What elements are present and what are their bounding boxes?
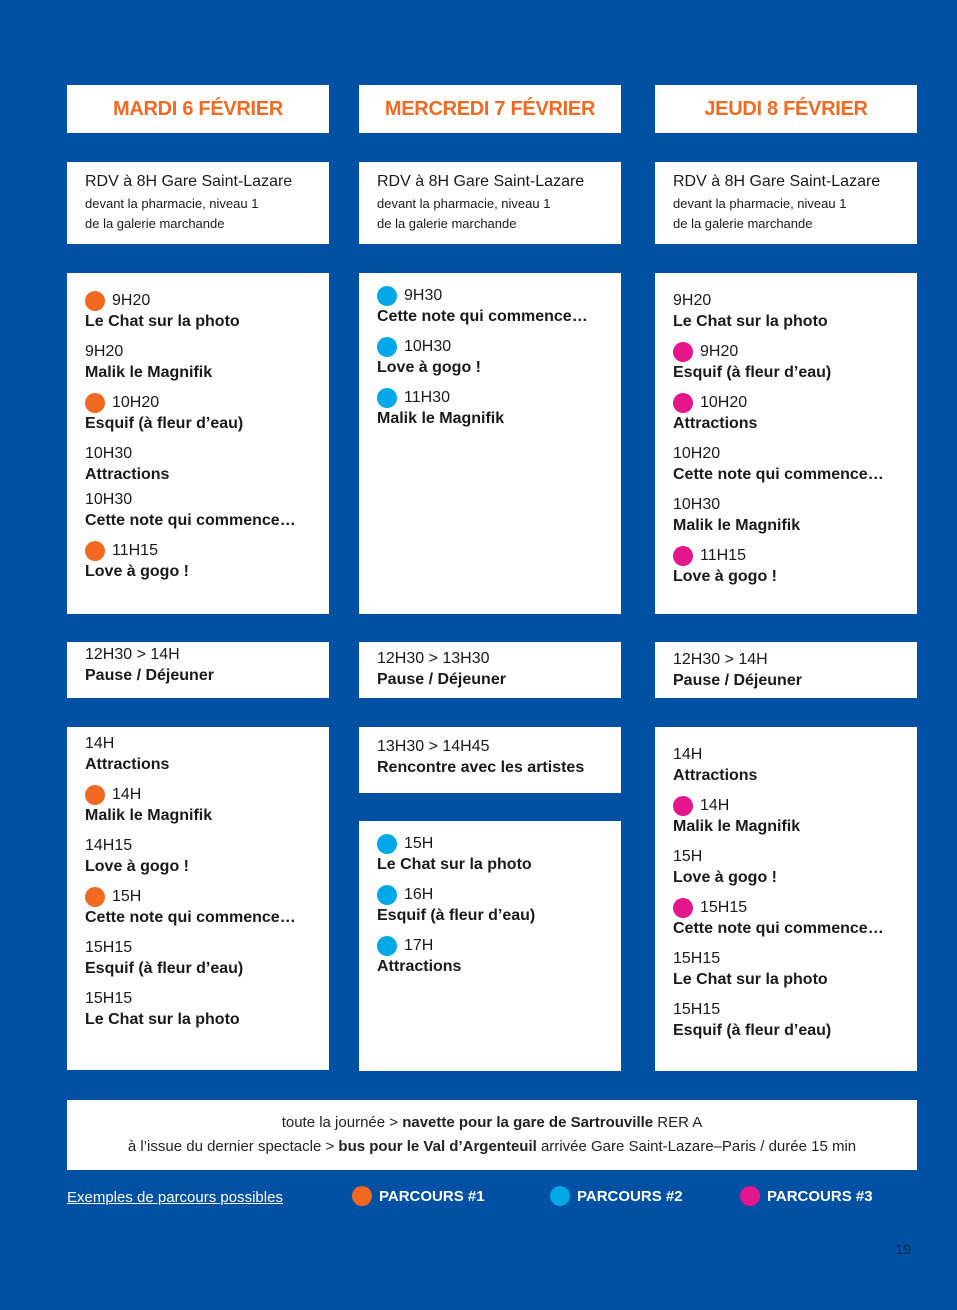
entry-time: 15H15 <box>85 939 133 956</box>
rdv-line-2: de la galerie marchande <box>85 216 225 231</box>
entry-title: Love à gogo ! <box>85 858 189 875</box>
entry-title: Cette note qui commence… <box>85 512 296 529</box>
entry-time: 14H <box>700 797 730 814</box>
entry-title: Attractions <box>85 466 170 483</box>
schedule-entry <box>673 495 899 537</box>
entry-title: Love à gogo ! <box>85 563 189 580</box>
schedule-mercredi-morning <box>359 273 621 614</box>
parcours-1-dot-icon <box>85 887 105 907</box>
entry-title: Cette note qui commence… <box>673 466 884 483</box>
schedule-entry <box>377 834 603 876</box>
legend-parcours-1 <box>352 1186 485 1206</box>
entry-title: Malik le Magnifik <box>673 818 801 835</box>
rdv-box-mardi <box>67 162 329 244</box>
entry-title: Love à gogo ! <box>673 568 777 585</box>
schedule-entry <box>673 546 899 588</box>
transport-info <box>67 1100 917 1170</box>
parcours-2-dot-icon <box>377 388 397 408</box>
entry-title: Love à gogo ! <box>673 869 777 886</box>
schedule-entry <box>377 885 603 927</box>
pause-time: 12H30 > 14H <box>673 651 768 668</box>
entry-title: Attractions <box>85 756 170 773</box>
pause-box-mardi <box>67 642 329 698</box>
transport-line-2 <box>128 1135 856 1159</box>
entry-time: 17H <box>404 937 434 954</box>
parcours-2-dot-icon <box>377 885 397 905</box>
entry-time: 15H15 <box>85 990 133 1007</box>
parcours-1-dot-icon <box>85 291 105 311</box>
parcours-1-dot-icon <box>85 785 105 805</box>
parcours-2-dot-icon <box>377 936 397 956</box>
schedule-entry <box>85 734 311 776</box>
schedule-entry <box>377 286 603 328</box>
schedule-entry <box>377 936 603 978</box>
schedule-jeudi-afternoon <box>655 727 917 1071</box>
info-text: arrivée Gare Saint-Lazare–Paris / durée 15 min <box>536 1138 857 1155</box>
schedule-mardi-morning <box>67 273 329 614</box>
entry-time: 14H15 <box>85 837 133 854</box>
rdv-box-mercredi <box>359 162 621 244</box>
entry-title: Esquif (à fleur d’eau) <box>85 415 244 432</box>
entry-title: Attractions <box>377 958 462 975</box>
entry-title: Le Chat sur la photo <box>673 971 828 988</box>
rdv-line-1: devant la pharmacie, niveau 1 <box>85 196 259 211</box>
pause-box-jeudi <box>655 642 917 698</box>
entry-time: 10H20 <box>700 394 748 411</box>
transport-line-1 <box>282 1111 703 1135</box>
entry-title: Esquif (à fleur d’eau) <box>377 907 536 924</box>
parcours-2-dot-icon <box>550 1186 570 1206</box>
entry-title: Malik le Magnifik <box>85 807 213 824</box>
legend-parcours-3 <box>740 1186 873 1206</box>
parcours-3-dot-icon <box>673 342 693 362</box>
entry-time: 9H20 <box>112 292 151 309</box>
info-text: RER A <box>653 1114 703 1131</box>
entry-time: 10H30 <box>85 445 133 462</box>
schedule-entry <box>85 490 311 532</box>
schedule-entry <box>377 337 603 379</box>
entry-time: 10H30 <box>85 491 133 508</box>
parcours-1-dot-icon <box>352 1186 372 1206</box>
meeting-title: Rencontre avec les artistes <box>377 759 585 776</box>
info-text: toute la journée > <box>281 1114 403 1131</box>
schedule-entry <box>85 938 311 980</box>
schedule-entry <box>673 1000 899 1042</box>
legend-parcours-2 <box>550 1186 683 1206</box>
entry-time: 9H20 <box>700 343 739 360</box>
parcours-3-dot-icon <box>673 898 693 918</box>
pause-title: Pause / Déjeuner <box>85 667 214 684</box>
parcours-2-dot-icon <box>377 834 397 854</box>
schedule-entry <box>673 342 899 384</box>
entry-time: 10H30 <box>673 496 721 513</box>
info-text: à l’issue du dernier spectacle > <box>127 1138 339 1155</box>
entry-title: Malik le Magnifik <box>673 517 801 534</box>
entry-title: Cette note qui commence… <box>673 920 884 937</box>
schedule-entry <box>673 949 899 991</box>
schedule-entry <box>85 887 311 929</box>
legend-label: PARCOURS #3 <box>767 1187 873 1205</box>
entry-time: 10H20 <box>112 394 160 411</box>
entry-time: 15H <box>112 888 142 905</box>
entry-time: 15H15 <box>700 899 748 916</box>
entry-time: 14H <box>112 786 142 803</box>
entry-time: 9H20 <box>673 292 712 309</box>
entry-time: 14H <box>673 746 703 763</box>
rdv-box-jeudi <box>655 162 917 244</box>
schedule-entry <box>85 785 311 827</box>
entry-title: Le Chat sur la photo <box>377 856 532 873</box>
entry-time: 11H15 <box>112 542 158 559</box>
schedule-entry <box>673 796 899 838</box>
entry-title: Cette note qui commence… <box>85 909 296 926</box>
entry-time: 10H20 <box>673 445 721 462</box>
schedule-entry <box>85 836 311 878</box>
day-header-mardi <box>67 85 329 133</box>
entry-title: Esquif (à fleur d’eau) <box>673 364 832 381</box>
entry-title: Esquif (à fleur d’eau) <box>673 1022 832 1039</box>
parcours-1-dot-icon <box>85 541 105 561</box>
schedule-entry <box>673 847 899 889</box>
entry-title: Le Chat sur la photo <box>673 313 828 330</box>
parcours-3-dot-icon <box>740 1186 760 1206</box>
info-bold: bus pour le Val d’Argenteuil <box>338 1138 537 1155</box>
meeting-time: 13H30 > 14H45 <box>377 738 490 755</box>
parcours-3-dot-icon <box>673 796 693 816</box>
schedule-entry <box>85 393 311 435</box>
rdv-line-1: devant la pharmacie, niveau 1 <box>377 196 551 211</box>
schedule-entry <box>673 898 899 940</box>
day-header-jeudi <box>655 85 917 133</box>
page-number: 19 <box>895 1241 911 1257</box>
entry-time: 15H15 <box>673 950 721 967</box>
pause-time: 12H30 > 13H30 <box>377 650 490 667</box>
schedule-entry <box>85 541 311 583</box>
entry-title: Attractions <box>673 415 758 432</box>
parcours-examples-link[interactable]: Exemples de parcours possibles <box>67 1189 283 1206</box>
parcours-2-dot-icon <box>377 286 397 306</box>
schedule-entry <box>673 745 899 787</box>
pause-title: Pause / Déjeuner <box>673 672 802 689</box>
rdv-main: RDV à 8H Gare Saint-Lazare <box>673 173 881 190</box>
schedule-entry <box>673 444 899 486</box>
entry-time: 15H <box>404 835 434 852</box>
entry-time: 10H30 <box>404 338 452 355</box>
day-header-label: JEUDI 8 FÉVRIER <box>704 97 868 120</box>
rdv-line-1: devant la pharmacie, niveau 1 <box>673 196 847 211</box>
rdv-main: RDV à 8H Gare Saint-Lazare <box>85 173 293 190</box>
entry-title: Le Chat sur la photo <box>85 313 240 330</box>
schedule-entry <box>85 291 311 333</box>
day-header-mercredi <box>359 85 621 133</box>
schedule-mardi-afternoon <box>67 727 329 1070</box>
entry-title: Love à gogo ! <box>377 359 481 376</box>
legend-label: PARCOURS #2 <box>577 1187 683 1205</box>
entry-title: Malik le Magnifik <box>377 410 505 427</box>
legend-label: PARCOURS #1 <box>379 1187 485 1205</box>
entry-time: 15H15 <box>673 1001 721 1018</box>
schedule-jeudi-morning <box>655 273 917 614</box>
pause-title: Pause / Déjeuner <box>377 671 506 688</box>
info-bold: navette pour la gare de Sartrouville <box>402 1114 654 1131</box>
entry-time: 14H <box>85 735 115 752</box>
parcours-2-dot-icon <box>377 337 397 357</box>
pause-box-mercredi <box>359 642 621 698</box>
legend <box>67 1186 917 1212</box>
schedule-entry <box>377 388 603 430</box>
schedule-entry <box>673 291 899 333</box>
schedule-entry <box>673 393 899 435</box>
entry-title: Le Chat sur la photo <box>85 1011 240 1028</box>
rdv-line-2: de la galerie marchande <box>673 216 813 231</box>
schedule-entry <box>85 342 311 384</box>
entry-time: 16H <box>404 886 434 903</box>
entry-time: 15H <box>673 848 703 865</box>
entry-time: 9H30 <box>404 287 443 304</box>
entry-title: Attractions <box>673 767 758 784</box>
parcours-1-dot-icon <box>85 393 105 413</box>
entry-title: Esquif (à fleur d’eau) <box>85 960 244 977</box>
schedule-entry <box>85 444 311 486</box>
parcours-3-dot-icon <box>673 546 693 566</box>
rdv-main: RDV à 8H Gare Saint-Lazare <box>377 173 585 190</box>
day-header-label: MERCREDI 7 FÉVRIER <box>384 97 596 120</box>
schedule-mercredi-afternoon <box>359 821 621 1071</box>
entry-time: 9H20 <box>85 343 124 360</box>
schedule-entry <box>85 989 311 1031</box>
entry-time: 11H30 <box>404 389 450 406</box>
entry-time: 11H15 <box>700 547 746 564</box>
parcours-3-dot-icon <box>673 393 693 413</box>
pause-time: 12H30 > 14H <box>85 646 180 663</box>
day-header-label: MARDI 6 FÉVRIER <box>113 97 283 120</box>
entry-title: Malik le Magnifik <box>85 364 213 381</box>
entry-title: Cette note qui commence… <box>377 308 588 325</box>
rdv-line-2: de la galerie marchande <box>377 216 517 231</box>
meeting-box-mercredi <box>359 727 621 793</box>
